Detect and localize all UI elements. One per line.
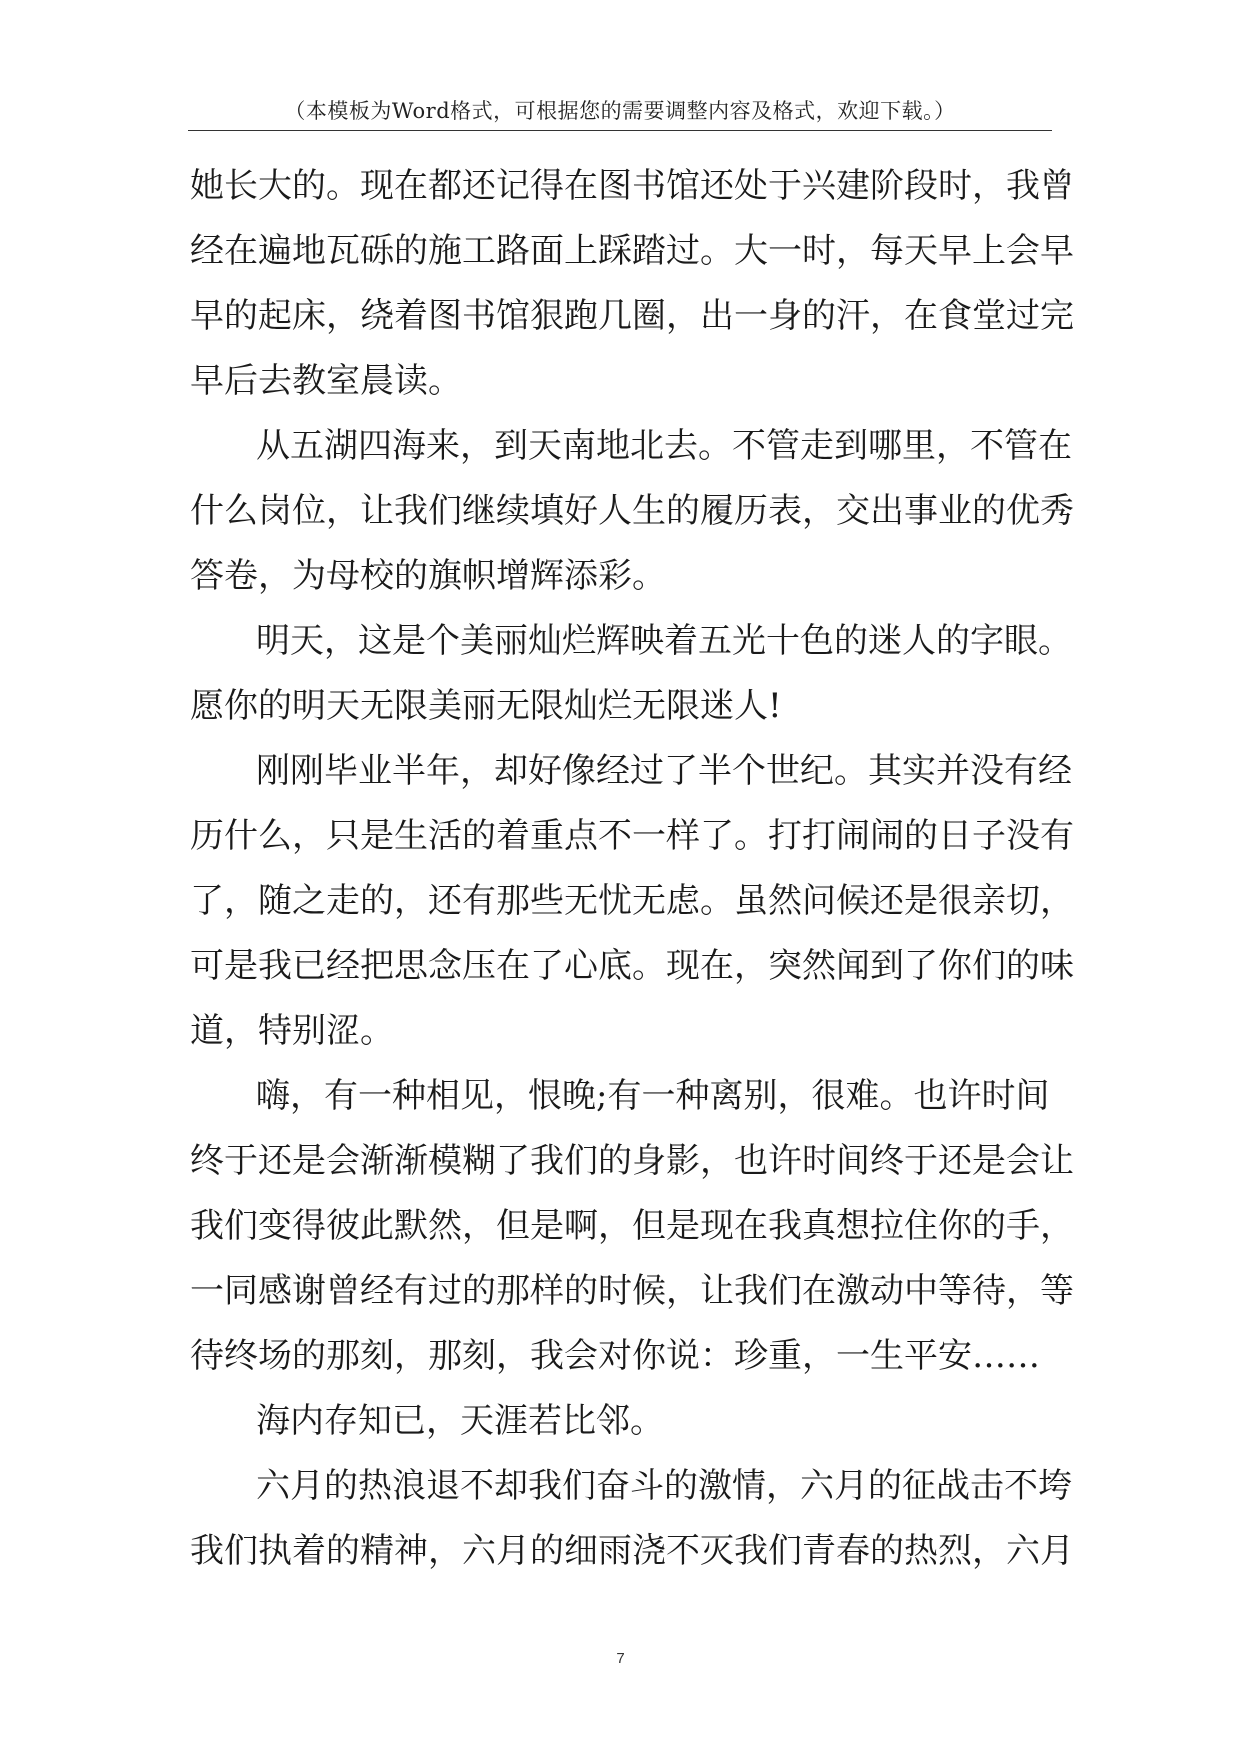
text-line: 早后去教室晨读。 xyxy=(190,361,462,401)
text-line: 六月的热浪退不却我们奋斗的激情，六月的征战击不垮 xyxy=(256,1466,1072,1506)
text-line: 可是我已经把思念压在了心底。现在，突然闻到了你们的味 xyxy=(190,946,1074,986)
text-line: 一同感谢曾经有过的那样的时候，让我们在激动中等待，等 xyxy=(190,1271,1074,1311)
text-line: 我们执着的精神，六月的细雨浇不灭我们青春的热烈，六月 xyxy=(190,1531,1074,1571)
text-line: 从五湖四海来，到天南地北去。不管走到哪里，不管在 xyxy=(256,426,1072,466)
text-line: 她长大的。现在都还记得在图书馆还处于兴建阶段时，我曾 xyxy=(190,166,1074,206)
text-line: 待终场的那刻，那刻，我会对你说：珍重，一生平安…… xyxy=(190,1336,1040,1376)
body-text xyxy=(190,154,1074,1584)
text-line: 愿你的明天无限美丽无限灿烂无限迷人! xyxy=(190,686,782,726)
text-line: 海内存知已，天涯若比邻。 xyxy=(256,1401,664,1441)
text-line: 终于还是会渐渐模糊了我们的身影，也许时间终于还是会让 xyxy=(190,1141,1074,1181)
text-line: 我们变得彼此默然，但是啊，但是现在我真想拉住你的手， xyxy=(190,1206,1074,1246)
text-line: 了，随之走的，还有那些无忧无虑。虽然问候还是很亲切， xyxy=(190,881,1074,921)
header-divider xyxy=(188,130,1052,131)
text-line: 早的起床，绕着图书馆狠跑几圈，出一身的汗，在食堂过完 xyxy=(190,296,1074,336)
text-line: 经在遍地瓦砾的施工路面上踩踏过。大一时，每天早上会早 xyxy=(190,231,1074,271)
text-line: 明天，这是个美丽灿烂辉映着五光十色的迷人的字眼。 xyxy=(256,621,1072,661)
page-number: 7 xyxy=(616,1650,625,1667)
text-line: 答卷，为母校的旗帜增辉添彩。 xyxy=(190,556,666,596)
text-line: 嗨，有一种相见，恨晚;有一种离别，很难。也许时间 xyxy=(256,1076,1050,1116)
text-line: 刚刚毕业半年，却好像经过了半个世纪。其实并没有经 xyxy=(256,751,1072,791)
text-line: 道，特别涩。 xyxy=(190,1011,394,1051)
page-header-note: （本模板为Word格式，可根据您的需要调整内容及格式，欢迎下载。） xyxy=(284,99,956,123)
text-line: 什么岗位，让我们继续填好人生的履历表，交出事业的优秀 xyxy=(190,491,1074,531)
text-line: 历什么，只是生活的着重点不一样了。打打闹闹的日子没有 xyxy=(190,816,1074,856)
